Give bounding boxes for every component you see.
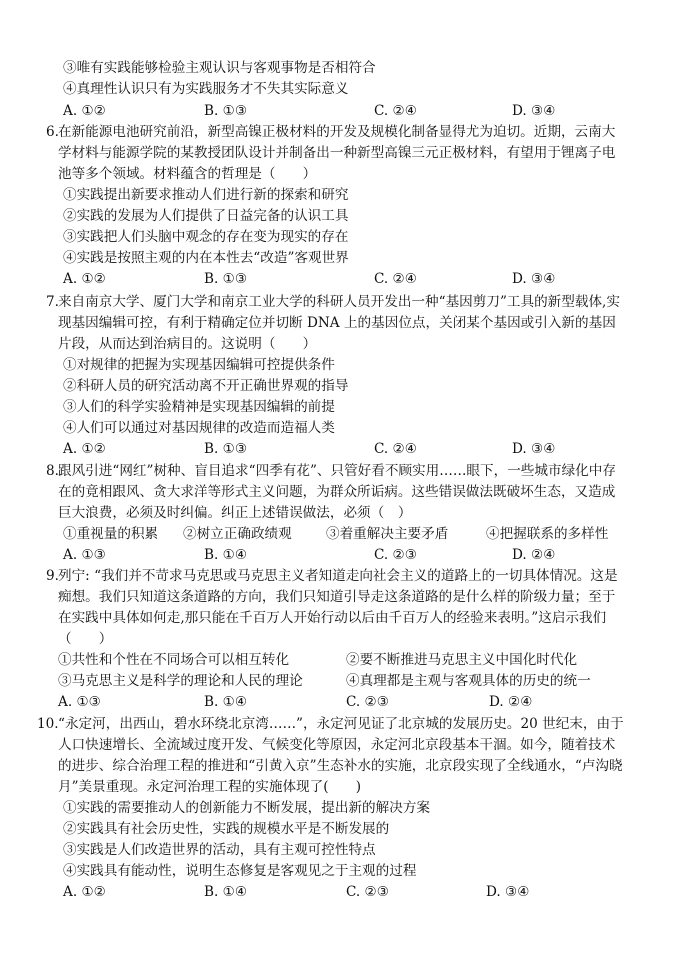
- statement-2: ②树立正确政绩观: [183, 526, 292, 542]
- statement-3: ③唯有实践能够检验主观认识与客观事物是否相符合: [63, 60, 376, 76]
- option-a[interactable]: A. ①③: [63, 547, 106, 563]
- option-c[interactable]: C. ②④: [374, 103, 417, 119]
- statement-4: ④人们可以通过对基因规律的改造而造福人类: [63, 420, 335, 436]
- option-c[interactable]: C. ②④: [374, 441, 417, 457]
- statement-1: ①重视量的积累: [63, 526, 159, 542]
- question-stem: 月”美景重现。永定河治理工程的实施体现了( ): [58, 779, 362, 795]
- question-number: 8.: [46, 463, 59, 479]
- question-stem: 痴想。我们只知道这条道路的方向，我们只知道引导走这条道路的是什么样的阶级力量；至于: [58, 589, 616, 605]
- option-c[interactable]: C. ②④: [374, 271, 417, 287]
- question-stem: 列宁: “我们并不苛求马克思或马克思主义者知道走向社会主义的道路上的一切具体情况。这是: [58, 568, 618, 584]
- option-a[interactable]: A. ①②: [63, 884, 106, 900]
- question-stem: （ ）: [58, 631, 113, 647]
- option-d[interactable]: D. ③④: [512, 441, 556, 457]
- option-d[interactable]: D. ③④: [512, 271, 556, 287]
- option-b[interactable]: B. ①③: [204, 103, 248, 119]
- statement-2: ②要不断推进马克思主义中国化时代化: [346, 652, 578, 668]
- option-d[interactable]: D. ②④: [489, 694, 533, 710]
- statement-4: ④实践是按照主观的内在本性去“改造”客观世界: [63, 250, 349, 266]
- statement-1: ①共性和个性在不同场合可以相互转化: [58, 652, 290, 668]
- question-number: 7.: [46, 294, 59, 310]
- statement-1: ①实践提出新要求推动人们进行新的探索和研究: [63, 187, 349, 203]
- question-number: 6.: [46, 124, 59, 140]
- statement-3: ③着重解决主要矛盾: [326, 526, 449, 542]
- question-number: 9.: [46, 568, 59, 584]
- option-d[interactable]: D. ③④: [486, 884, 530, 900]
- statement-4: ④实践具有能动性，说明生态修复是客观见之于主观的过程: [63, 863, 417, 879]
- question-stem: “永定河，出西山，碧水环绕北京湾……”，永定河见证了北京城的发展历史。20 世纪末，由于: [58, 716, 624, 732]
- option-b[interactable]: B. ①④: [204, 694, 248, 710]
- option-b[interactable]: B. ①④: [204, 884, 248, 900]
- statement-4: ④把握联系的多样性: [486, 526, 609, 542]
- question-number: 10.: [37, 716, 59, 732]
- option-b[interactable]: B. ①③: [204, 441, 248, 457]
- question-stem: 的进步、综合治理工程的推进和“引黄入京”生态补水的实施，北京段实现了全线通水，“卢沟晓: [58, 758, 623, 774]
- statement-1: ①对规律的把握为实现基因编辑可控提供条件: [63, 357, 335, 373]
- option-d[interactable]: D. ③④: [512, 103, 556, 119]
- option-c[interactable]: C. ②③: [346, 884, 389, 900]
- statement-3: ③实践把人们头脑中观念的存在变为现实的存在: [63, 229, 349, 245]
- question-stem: 人口快速增长、全流域过度开发、气候变化等原因，永定河北京段基本干涸。如今，随着技术: [58, 737, 616, 753]
- question-stem: 在的竟相跟风、贪大求洋等形式主义问题，为群众所诟病。这些错误做法既破坏生态，又造成: [58, 484, 616, 500]
- question-stem: 学材料与能源学院的某教授团队设计并制备出一种新型高镍三元正极材料，有望用于锂离子电: [58, 145, 616, 161]
- statement-3: ③马克思主义是科学的理论和人民的理论: [58, 673, 303, 689]
- option-a[interactable]: A. ①③: [58, 694, 101, 710]
- statement-3: ③实践是人们改造世界的活动，具有主观可控性特点: [63, 842, 376, 858]
- option-d[interactable]: D. ②④: [512, 547, 556, 563]
- statement-4: ④真理性认识只有为实践服务才不失其实际意义: [63, 81, 349, 97]
- statement-3: ③人们的科学实验精神是实现基因编辑的前提: [63, 399, 335, 415]
- question-stem: 片段，从而达到治病目的。这说明（ ）: [58, 336, 317, 352]
- option-a[interactable]: A. ①②: [63, 103, 106, 119]
- statement-2: ②实践的发展为人们提供了日益完备的认识工具: [63, 208, 349, 224]
- option-b[interactable]: B. ①④: [204, 547, 248, 563]
- option-a[interactable]: A. ①②: [63, 271, 106, 287]
- statement-2: ②科研人员的研究活动离不开正确世界观的指导: [63, 378, 349, 394]
- statement-4: ④真理都是主观与客观具体的历史的统一: [346, 673, 591, 689]
- statement-1: ①实践的需要推动人的创新能力不断发展，提出新的解决方案: [63, 800, 431, 816]
- option-c[interactable]: C. ②③: [374, 547, 417, 563]
- statement-2: ②实践具有社会历史性，实践的规模水平是不断发展的: [63, 821, 390, 837]
- option-b[interactable]: B. ①③: [204, 271, 248, 287]
- question-stem: 来自南京大学、厦门大学和南京工业大学的科研人员开发出一种“基因剪刀”工具的新型载体,实: [58, 294, 620, 310]
- option-a[interactable]: A. ①②: [63, 441, 106, 457]
- question-stem: 在实践中具体如何走,那只能在千百万人开始行动以后由千百万人的经验来表明。”这启示我们: [58, 610, 607, 626]
- question-stem: 现基因编辑可控，有利于精确定位并切断 DNA 上的基因位点，关闭某个基因或引入新的基因: [58, 315, 616, 331]
- option-c[interactable]: C. ②③: [346, 694, 389, 710]
- question-stem: 池等多个领域。材料蕴含的哲理是（ ）: [58, 166, 317, 182]
- question-stem: 跟风引进“网红”树种、盲目追求“四季有花”、只管好看不顾实用……眼下，一些城市绿化中存: [58, 463, 616, 479]
- question-stem: 巨大浪费，必须及时纠偏。纠正上述错误做法，必须（ ）: [58, 505, 412, 521]
- question-stem: 在新能源电池研究前沿，新型高镍正极材料的开发及规模化制备显得尤为迫切。近期，云南大: [58, 124, 616, 140]
